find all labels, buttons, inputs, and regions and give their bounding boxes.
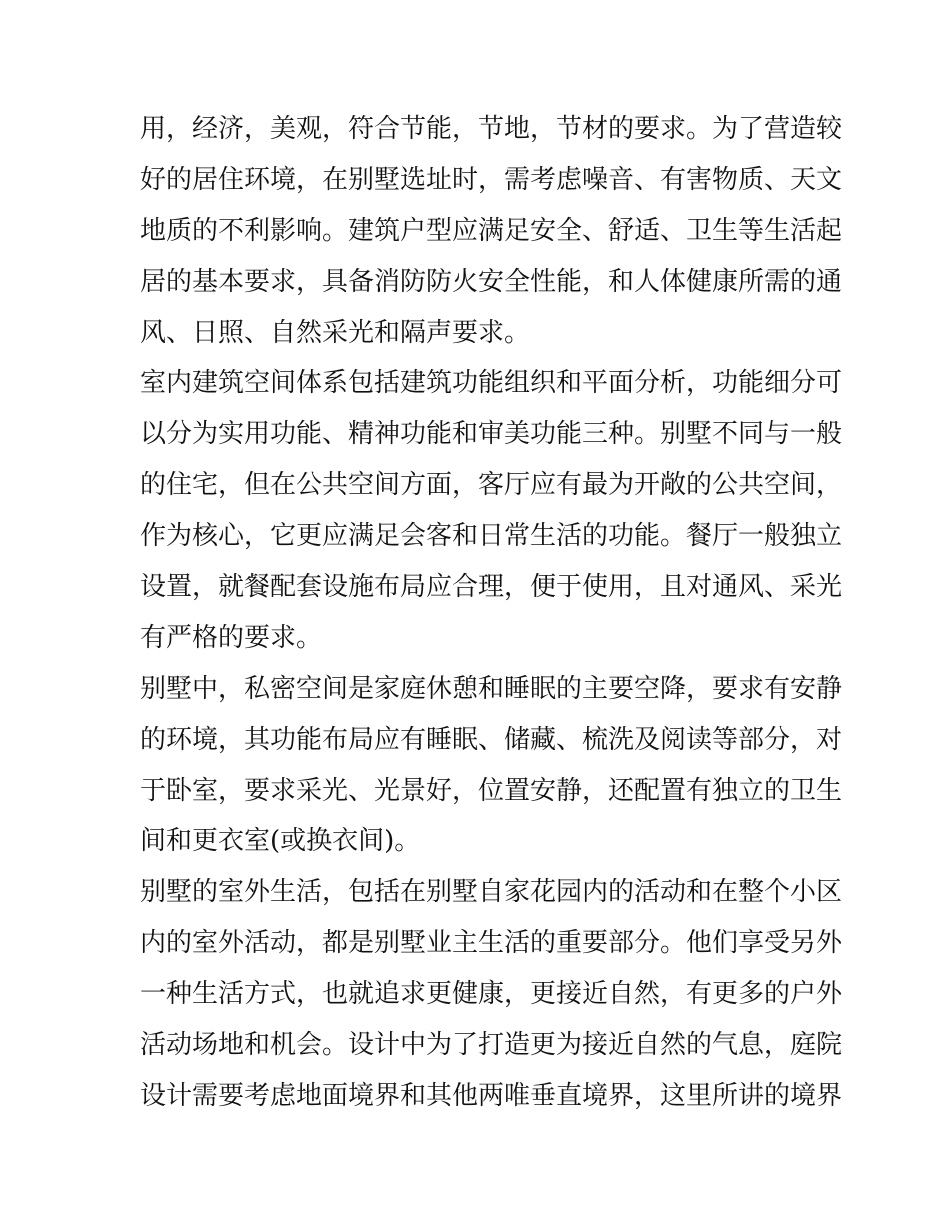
text-line: 内的室外活动，都是别墅业主生活的重要部分。他们享受另外 <box>140 928 843 959</box>
text-line: 室内建筑空间体系包括建筑功能组织和平面分析，功能细分可 <box>140 368 843 399</box>
text-line: 于卧室，要求采光、光景好，位置安静，还配置有独立的卫生 <box>140 775 843 806</box>
text-line: 间和更衣室(或换衣间)。 <box>140 826 421 857</box>
text-line: 作为核心，它更应满足会客和日常生活的功能。餐厅一般独立 <box>140 521 843 552</box>
text-line: 风、日照、自然采光和隔声要求。 <box>140 317 531 348</box>
paragraph-3 <box>140 664 843 868</box>
text-line: 别墅的室外生活，包括在别墅自家花园内的活动和在整个小区 <box>140 877 843 908</box>
text-line: 居的基本要求，具备消防防火安全性能，和人体健康所需的通 <box>140 266 843 297</box>
paragraph-2 <box>140 358 843 663</box>
text-line: 一种生活方式，也就追求更健康，更接近自然，有更多的户外 <box>140 979 843 1010</box>
text-line: 以分为实用功能、精神功能和审美功能三种。别墅不同与一般 <box>140 419 843 450</box>
paragraph-4 <box>140 867 843 1121</box>
text-line: 设置，就餐配套设施布局应合理，便于使用，且对通风、采光 <box>140 572 843 603</box>
document-body <box>140 104 843 1122</box>
text-line: 别墅中，私密空间是家庭休憩和睡眠的主要空降，要求有安静 <box>140 673 843 704</box>
paragraph-1 <box>140 104 843 358</box>
text-line: 设计需要考虑地面境界和其他两唯垂直境界，这里所讲的境界 <box>140 1080 843 1111</box>
text-line: 用，经济，美观，符合节能，节地，节材的要求。为了营造较 <box>140 114 843 144</box>
text-line: 好的居住环境，在别墅选址时，需考虑噪音、有害物质、天文 <box>140 164 843 195</box>
text-line: 有严格的要求。 <box>140 622 323 653</box>
text-line: 地质的不利影响。建筑户型应满足安全、舒适、卫生等生活起 <box>140 215 843 246</box>
text-line: 活动场地和机会。设计中为了打造更为接近自然的气息，庭院 <box>140 1030 843 1061</box>
text-line: 的住宅，但在公共空间方面，客厅应有最为开敞的公共空间， <box>140 470 843 501</box>
text-line: 的环境，其功能布局应有睡眠、储藏、梳洗及阅读等部分，对 <box>140 724 843 755</box>
